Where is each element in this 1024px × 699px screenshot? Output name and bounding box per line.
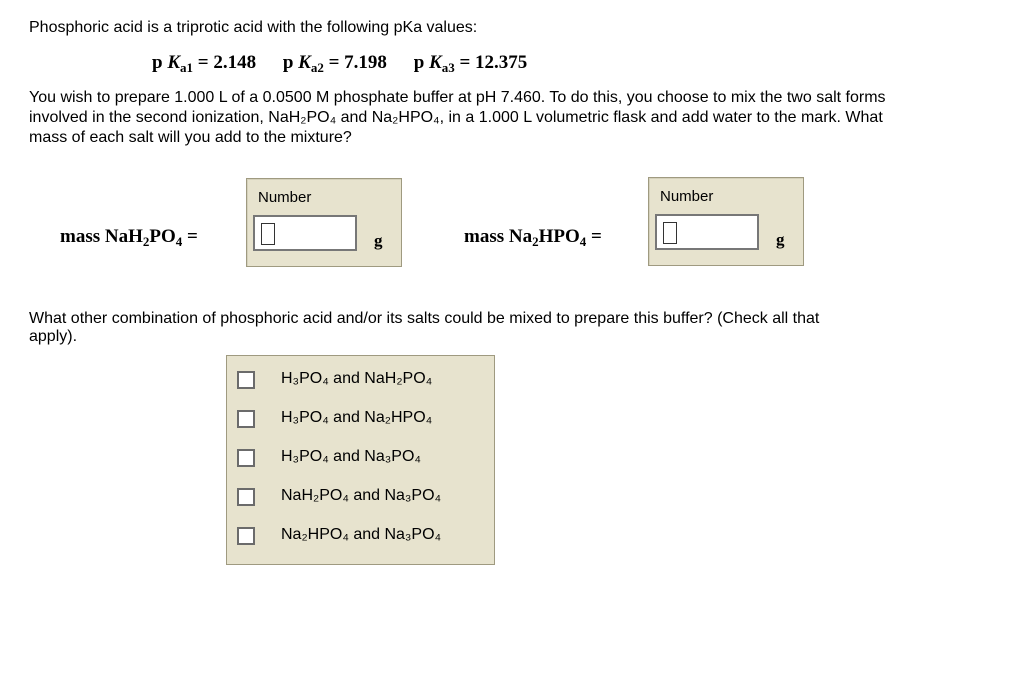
mass-na2hpo4-label: mass $Na_2HPO_4$ =	[464, 226, 602, 249]
mass-na2hpo4-box	[648, 177, 804, 266]
option-label: NaH₂PO₄ and Na₃PO₄	[281, 487, 442, 504]
problem-text: You wish to prepare 1.000 L of a 0.0500 M phosphate buffer at pH 7.460. To do this, you choose to mix the two salt forms involved in the second ionization, NaH₂PO₄ and Na₂HPO₄, in a 1.000 L volumetric flask and add water to the mark. What mass of each salt will you add to the mixture?	[29, 89, 886, 146]
option-row[interactable]	[227, 403, 494, 435]
number-caption: Number	[660, 188, 714, 205]
checkbox[interactable]	[237, 488, 255, 506]
option-row[interactable]	[227, 442, 494, 474]
option-row[interactable]	[227, 520, 494, 552]
mass-nah2po4-box	[246, 178, 402, 267]
question-text: What other combination of phosphoric acid and/or its salts could be mixed to prepare this buffer? (Check all that apply).	[29, 310, 820, 345]
option-label: Na₂HPO₄ and Na₃PO₄	[281, 526, 442, 543]
checkbox[interactable]	[237, 371, 255, 389]
option-label: H₃PO₄ and Na₃PO₄	[281, 448, 421, 465]
unit-g: g	[776, 230, 785, 249]
option-label: H₃PO₄ and NaH₂PO₄	[281, 370, 433, 387]
text-cursor-icon	[663, 222, 677, 244]
option-row[interactable]	[227, 481, 494, 513]
mass-nah2po4-label: mass $NaH_2PO_4$ =	[60, 226, 198, 249]
pka-values	[152, 52, 549, 76]
pka1: p $K_{a1} = 2.148$	[152, 52, 257, 75]
options-panel	[226, 355, 495, 565]
pka3: p $K_{a3} = 12.375$	[413, 52, 528, 75]
checkbox[interactable]	[237, 410, 255, 428]
pka2: p $K_{a2} = 7.198$	[282, 52, 387, 75]
checkbox[interactable]	[237, 527, 255, 545]
text-cursor-icon	[261, 223, 275, 245]
unit-g: g	[374, 231, 383, 250]
number-caption: Number	[258, 189, 312, 206]
intro-text: Phosphoric acid is a triprotic acid with the following pKa values:	[29, 19, 478, 36]
option-row[interactable]	[227, 364, 494, 396]
option-label: H₃PO₄ and Na₂HPO₄	[281, 409, 433, 426]
checkbox[interactable]	[237, 449, 255, 467]
